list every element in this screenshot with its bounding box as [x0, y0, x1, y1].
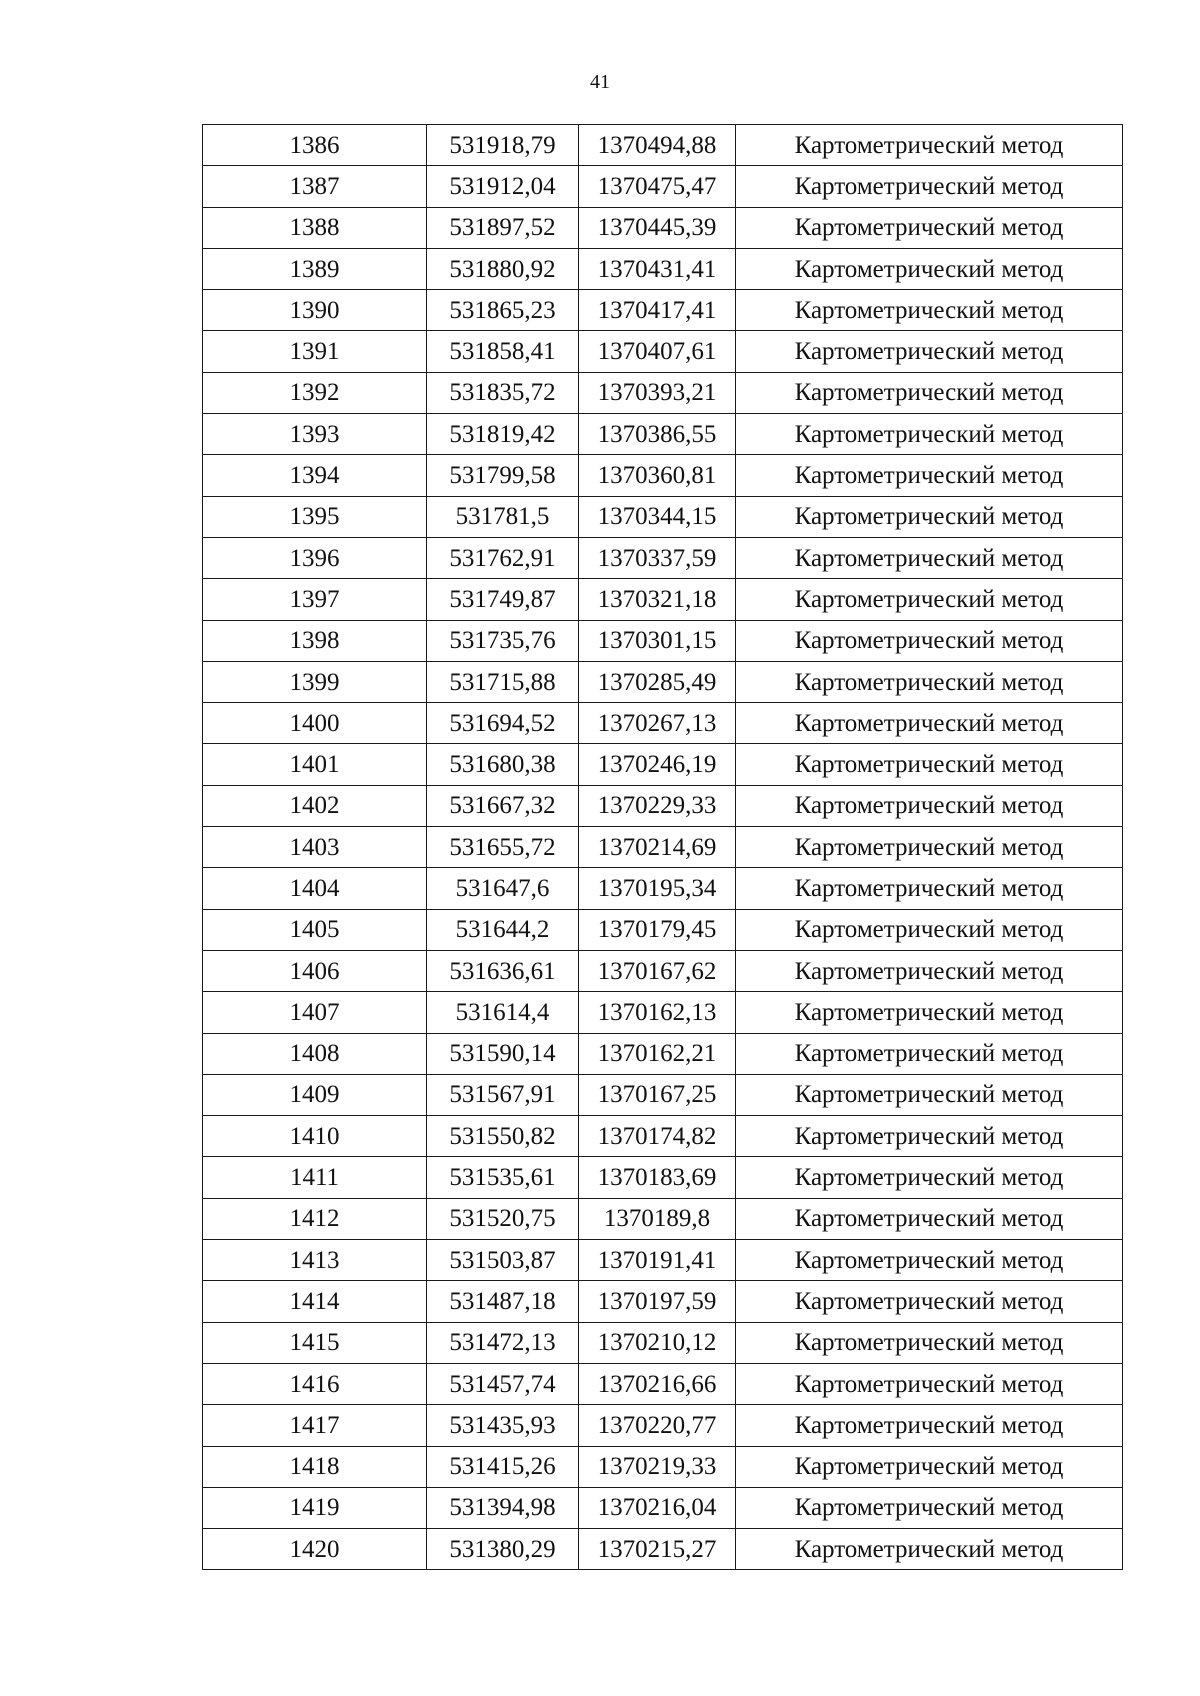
y-coordinate-cell: 1370344,15	[579, 496, 736, 537]
point-number-cell: 1398	[203, 620, 427, 661]
x-coordinate-cell: 531520,75	[427, 1198, 579, 1239]
table-row	[203, 1529, 1123, 1570]
method-cell: Картометрический метод	[736, 827, 1123, 868]
y-coordinate-cell: 1370445,39	[579, 207, 736, 248]
point-number-cell: 1410	[203, 1116, 427, 1157]
y-coordinate-cell: 1370195,34	[579, 868, 736, 909]
y-coordinate-cell: 1370216,66	[579, 1363, 736, 1404]
method-cell: Картометрический метод	[736, 248, 1123, 289]
x-coordinate-cell: 531457,74	[427, 1363, 579, 1404]
table-row	[203, 827, 1123, 868]
table-row	[203, 455, 1123, 496]
y-coordinate-cell: 1370475,47	[579, 166, 736, 207]
table-row	[203, 950, 1123, 991]
table-row	[203, 496, 1123, 537]
y-coordinate-cell: 1370360,81	[579, 455, 736, 496]
method-cell: Картометрический метод	[736, 1116, 1123, 1157]
x-coordinate-cell: 531667,32	[427, 785, 579, 826]
method-cell: Картометрический метод	[736, 661, 1123, 702]
point-number-cell: 1391	[203, 331, 427, 372]
y-coordinate-cell: 1370214,69	[579, 827, 736, 868]
method-cell: Картометрический метод	[736, 331, 1123, 372]
method-cell: Картометрический метод	[736, 496, 1123, 537]
y-coordinate-cell: 1370174,82	[579, 1116, 736, 1157]
table-row	[203, 744, 1123, 785]
point-number-cell: 1393	[203, 414, 427, 455]
x-coordinate-cell: 531435,93	[427, 1405, 579, 1446]
point-number-cell: 1405	[203, 909, 427, 950]
table-row	[203, 290, 1123, 331]
y-coordinate-cell: 1370210,12	[579, 1322, 736, 1363]
x-coordinate-cell: 531503,87	[427, 1240, 579, 1281]
method-cell: Картометрический метод	[736, 1281, 1123, 1322]
x-coordinate-cell: 531781,5	[427, 496, 579, 537]
point-number-cell: 1397	[203, 579, 427, 620]
point-number-cell: 1396	[203, 537, 427, 578]
x-coordinate-cell: 531680,38	[427, 744, 579, 785]
method-cell: Картометрический метод	[736, 125, 1123, 166]
coordinates-table	[202, 124, 1123, 1570]
table-row	[203, 620, 1123, 661]
method-cell: Картометрический метод	[736, 579, 1123, 620]
method-cell: Картометрический метод	[736, 1487, 1123, 1528]
point-number-cell: 1420	[203, 1529, 427, 1570]
table-row	[203, 207, 1123, 248]
method-cell: Картометрический метод	[736, 1446, 1123, 1487]
coordinates-table-body	[203, 125, 1123, 1570]
x-coordinate-cell: 531694,52	[427, 703, 579, 744]
x-coordinate-cell: 531535,61	[427, 1157, 579, 1198]
point-number-cell: 1409	[203, 1074, 427, 1115]
x-coordinate-cell: 531567,91	[427, 1074, 579, 1115]
y-coordinate-cell: 1370431,41	[579, 248, 736, 289]
point-number-cell: 1417	[203, 1405, 427, 1446]
method-cell: Картометрический метод	[736, 414, 1123, 455]
table-row	[203, 909, 1123, 950]
x-coordinate-cell: 531918,79	[427, 125, 579, 166]
x-coordinate-cell: 531394,98	[427, 1487, 579, 1528]
method-cell: Картометрический метод	[736, 1033, 1123, 1074]
y-coordinate-cell: 1370407,61	[579, 331, 736, 372]
point-number-cell: 1392	[203, 372, 427, 413]
point-number-cell: 1401	[203, 744, 427, 785]
y-coordinate-cell: 1370162,21	[579, 1033, 736, 1074]
point-number-cell: 1394	[203, 455, 427, 496]
x-coordinate-cell: 531819,42	[427, 414, 579, 455]
table-row	[203, 992, 1123, 1033]
table-row	[203, 1281, 1123, 1322]
x-coordinate-cell: 531590,14	[427, 1033, 579, 1074]
x-coordinate-cell: 531762,91	[427, 537, 579, 578]
table-row	[203, 537, 1123, 578]
table-row	[203, 414, 1123, 455]
table-row	[203, 1033, 1123, 1074]
y-coordinate-cell: 1370197,59	[579, 1281, 736, 1322]
x-coordinate-cell: 531749,87	[427, 579, 579, 620]
x-coordinate-cell: 531550,82	[427, 1116, 579, 1157]
x-coordinate-cell: 531380,29	[427, 1529, 579, 1570]
x-coordinate-cell: 531647,6	[427, 868, 579, 909]
method-cell: Картометрический метод	[736, 1322, 1123, 1363]
point-number-cell: 1416	[203, 1363, 427, 1404]
x-coordinate-cell: 531799,58	[427, 455, 579, 496]
method-cell: Картометрический метод	[736, 290, 1123, 331]
table-row	[203, 1405, 1123, 1446]
point-number-cell: 1403	[203, 827, 427, 868]
method-cell: Картометрический метод	[736, 744, 1123, 785]
x-coordinate-cell: 531835,72	[427, 372, 579, 413]
table-row	[203, 248, 1123, 289]
table-row	[203, 1446, 1123, 1487]
point-number-cell: 1407	[203, 992, 427, 1033]
point-number-cell: 1415	[203, 1322, 427, 1363]
x-coordinate-cell: 531655,72	[427, 827, 579, 868]
x-coordinate-cell: 531472,13	[427, 1322, 579, 1363]
x-coordinate-cell: 531897,52	[427, 207, 579, 248]
x-coordinate-cell: 531735,76	[427, 620, 579, 661]
x-coordinate-cell: 531880,92	[427, 248, 579, 289]
x-coordinate-cell: 531614,4	[427, 992, 579, 1033]
y-coordinate-cell: 1370393,21	[579, 372, 736, 413]
method-cell: Картометрический метод	[736, 1240, 1123, 1281]
x-coordinate-cell: 531912,04	[427, 166, 579, 207]
x-coordinate-cell: 531487,18	[427, 1281, 579, 1322]
point-number-cell: 1406	[203, 950, 427, 991]
point-number-cell: 1389	[203, 248, 427, 289]
table-row	[203, 1116, 1123, 1157]
y-coordinate-cell: 1370189,8	[579, 1198, 736, 1239]
table-row	[203, 1240, 1123, 1281]
y-coordinate-cell: 1370494,88	[579, 125, 736, 166]
table-row	[203, 579, 1123, 620]
table-row	[203, 1487, 1123, 1528]
x-coordinate-cell: 531636,61	[427, 950, 579, 991]
page-number: 41	[590, 71, 610, 93]
table-row	[203, 1074, 1123, 1115]
method-cell: Картометрический метод	[736, 1157, 1123, 1198]
point-number-cell: 1402	[203, 785, 427, 826]
point-number-cell: 1413	[203, 1240, 427, 1281]
y-coordinate-cell: 1370386,55	[579, 414, 736, 455]
method-cell: Картометрический метод	[736, 207, 1123, 248]
y-coordinate-cell: 1370267,13	[579, 703, 736, 744]
point-number-cell: 1388	[203, 207, 427, 248]
y-coordinate-cell: 1370219,33	[579, 1446, 736, 1487]
method-cell: Картометрический метод	[736, 166, 1123, 207]
table-row	[203, 661, 1123, 702]
y-coordinate-cell: 1370191,41	[579, 1240, 736, 1281]
point-number-cell: 1399	[203, 661, 427, 702]
y-coordinate-cell: 1370183,69	[579, 1157, 736, 1198]
table-row	[203, 868, 1123, 909]
y-coordinate-cell: 1370321,18	[579, 579, 736, 620]
y-coordinate-cell: 1370337,59	[579, 537, 736, 578]
table-row	[203, 125, 1123, 166]
method-cell: Картометрический метод	[736, 950, 1123, 991]
method-cell: Картометрический метод	[736, 868, 1123, 909]
y-coordinate-cell: 1370246,19	[579, 744, 736, 785]
method-cell: Картометрический метод	[736, 785, 1123, 826]
y-coordinate-cell: 1370215,27	[579, 1529, 736, 1570]
y-coordinate-cell: 1370162,13	[579, 992, 736, 1033]
x-coordinate-cell: 531644,2	[427, 909, 579, 950]
method-cell: Картометрический метод	[736, 1529, 1123, 1570]
table-row	[203, 1322, 1123, 1363]
method-cell: Картометрический метод	[736, 1363, 1123, 1404]
table-row	[203, 703, 1123, 744]
table-row	[203, 166, 1123, 207]
method-cell: Картометрический метод	[736, 372, 1123, 413]
method-cell: Картометрический метод	[736, 1405, 1123, 1446]
table-row	[203, 372, 1123, 413]
method-cell: Картометрический метод	[736, 1198, 1123, 1239]
x-coordinate-cell: 531415,26	[427, 1446, 579, 1487]
y-coordinate-cell: 1370301,15	[579, 620, 736, 661]
y-coordinate-cell: 1370220,77	[579, 1405, 736, 1446]
point-number-cell: 1419	[203, 1487, 427, 1528]
point-number-cell: 1408	[203, 1033, 427, 1074]
table-row	[203, 331, 1123, 372]
y-coordinate-cell: 1370167,25	[579, 1074, 736, 1115]
table-row	[203, 785, 1123, 826]
y-coordinate-cell: 1370285,49	[579, 661, 736, 702]
y-coordinate-cell: 1370229,33	[579, 785, 736, 826]
point-number-cell: 1411	[203, 1157, 427, 1198]
method-cell: Картометрический метод	[736, 909, 1123, 950]
point-number-cell: 1412	[203, 1198, 427, 1239]
y-coordinate-cell: 1370417,41	[579, 290, 736, 331]
x-coordinate-cell: 531865,23	[427, 290, 579, 331]
table-row	[203, 1157, 1123, 1198]
y-coordinate-cell: 1370179,45	[579, 909, 736, 950]
point-number-cell: 1404	[203, 868, 427, 909]
x-coordinate-cell: 531715,88	[427, 661, 579, 702]
method-cell: Картометрический метод	[736, 992, 1123, 1033]
point-number-cell: 1387	[203, 166, 427, 207]
method-cell: Картометрический метод	[736, 1074, 1123, 1115]
point-number-cell: 1386	[203, 125, 427, 166]
table-row	[203, 1198, 1123, 1239]
method-cell: Картометрический метод	[736, 537, 1123, 578]
point-number-cell: 1395	[203, 496, 427, 537]
method-cell: Картометрический метод	[736, 620, 1123, 661]
table-row	[203, 1363, 1123, 1404]
point-number-cell: 1390	[203, 290, 427, 331]
point-number-cell: 1414	[203, 1281, 427, 1322]
y-coordinate-cell: 1370167,62	[579, 950, 736, 991]
method-cell: Картометрический метод	[736, 703, 1123, 744]
method-cell: Картометрический метод	[736, 455, 1123, 496]
y-coordinate-cell: 1370216,04	[579, 1487, 736, 1528]
point-number-cell: 1418	[203, 1446, 427, 1487]
x-coordinate-cell: 531858,41	[427, 331, 579, 372]
point-number-cell: 1400	[203, 703, 427, 744]
